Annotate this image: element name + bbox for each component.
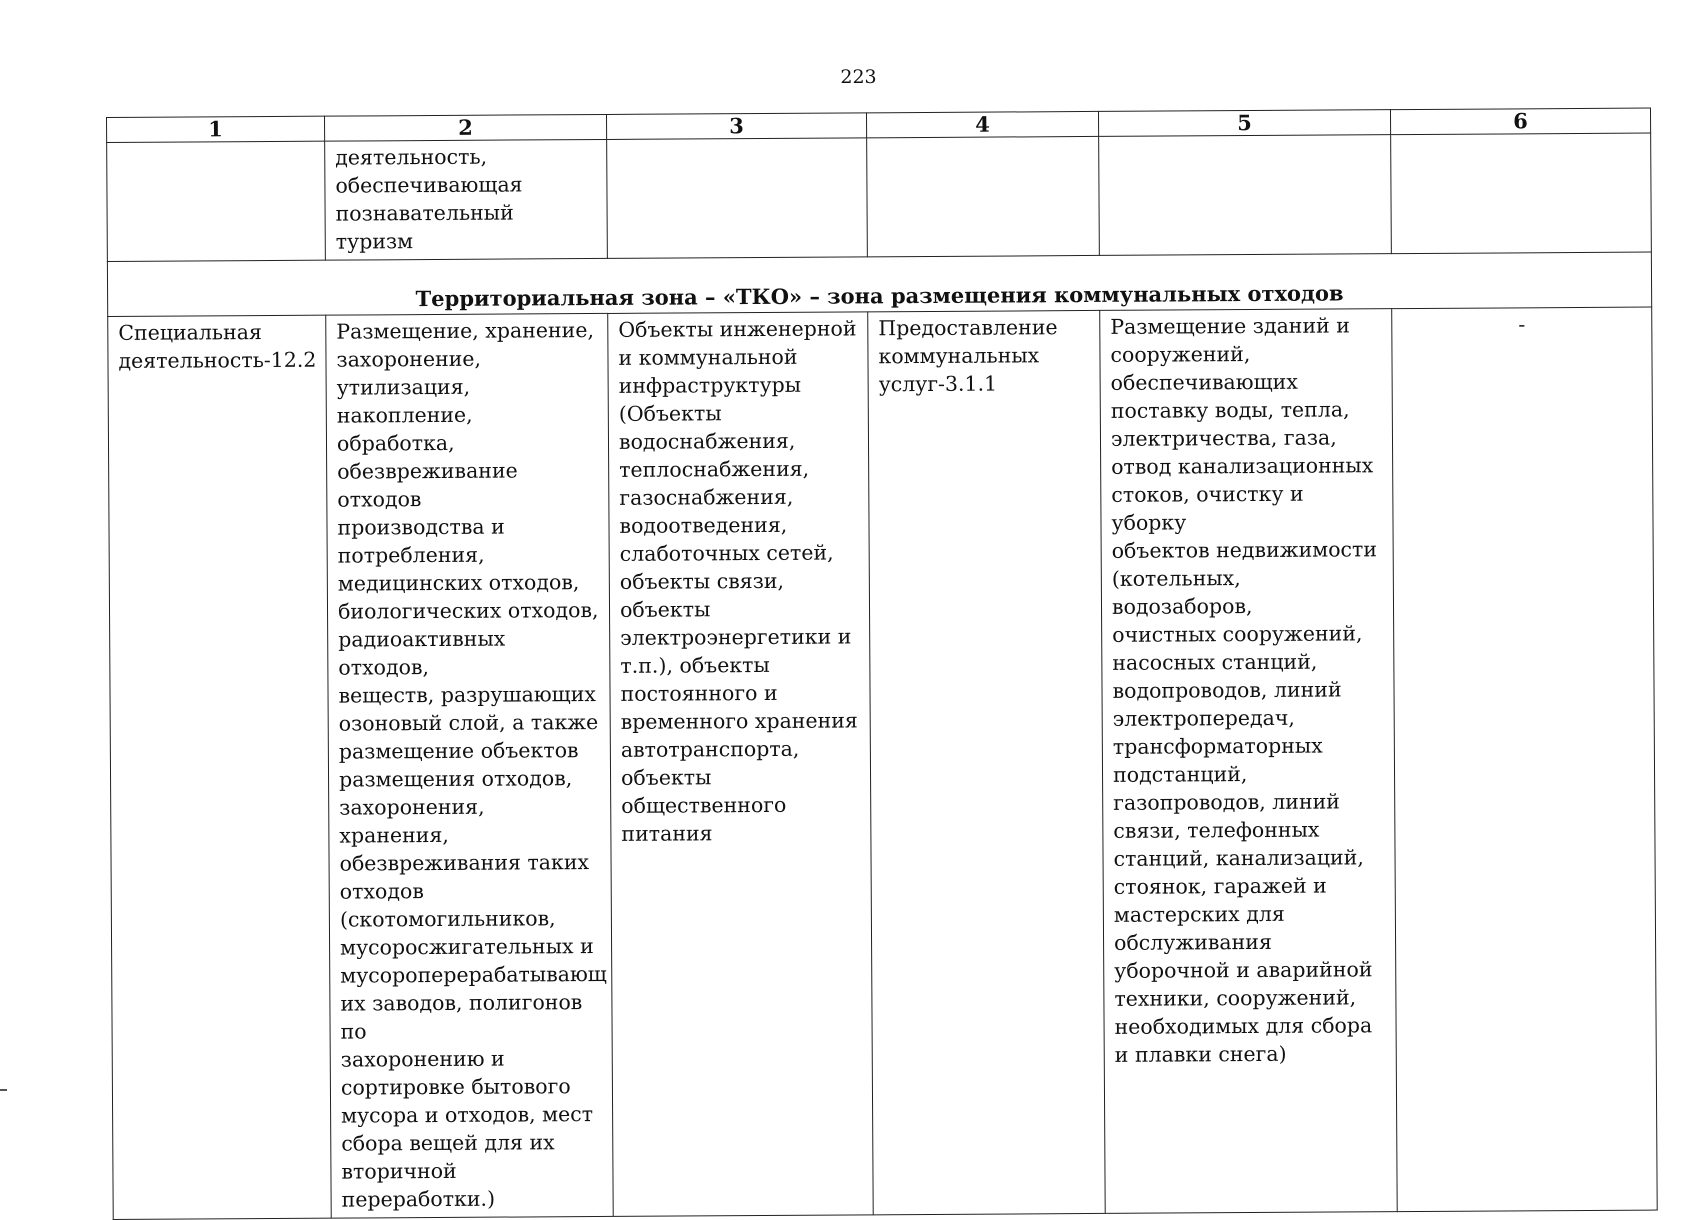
zone-title: Территориальная зона – «ТКО» – зона размещения коммунальных отходов	[107, 252, 1651, 316]
table-cell	[1099, 135, 1392, 256]
table-cell	[607, 138, 868, 259]
table-cell	[107, 141, 326, 261]
column-header-5: 5	[1098, 110, 1390, 137]
auxiliary-use-type-cell: Предоставление коммунальных услуг-3.1.1	[868, 310, 1106, 1214]
table-row	[108, 307, 1657, 1219]
table-row	[107, 133, 1652, 261]
column-header-6: 6	[1390, 108, 1650, 135]
main-use-type-cell: Специальная деятельность-12.2	[108, 315, 332, 1219]
column-header-2: 2	[324, 114, 606, 141]
zone-title-row	[107, 252, 1651, 316]
use-description-cell: Размещение, хранение, захоронение, утилизация, накопление, обработка, обезвреживание отходов производства и потребления, медицинских отходов, биологических отходов, радиоактивных отходов, веществ, разрушающих озоновый слой, а также размещение объектов размещения отходов, захоронения, хранения, обезвреживания таких отходов (скотомогильников, мусоросжигательных и мусороперерабатывающ их заводов, полигонов по захоронению и сортировке бытового мусора и отходов, мест сбора вещей для их вторичной переработки.)	[326, 313, 614, 1218]
table-cell	[867, 136, 1100, 256]
table-cell: деятельность, обеспечивающая познавательный туризм	[325, 139, 608, 260]
auxiliary-objects-cell: Объекты инженерной и коммунальной инфраструктуры (Объекты водоснабжения, теплоснабжения, газоснабжения, водоотведения, слаботочных сетей, объекты связи, объекты электроэнергетики и т.п.), объекты постоянного и временного хранения автотранспорта, объекты общественного питания	[608, 312, 874, 1217]
column-header-4: 4	[866, 111, 1098, 137]
page-number: 223	[840, 66, 877, 88]
auxiliary-description-cell: Размещение зданий и сооружений, обеспечивающих поставку воды, тепла, электричества, газа, отвод канализационных стоков, очистку и уборку объектов недвижимости (котельных, водозаборов, очистных сооружений, насосных станций, водопроводов, линий электропередач, трансформаторных подстанций, газопроводов, линий связи, телефонных станций, канализаций, стоянок, гаражей и мастерских для обслуживания уборочной и аварийной техники, сооружений, необходимых для сбора и плавки снега)	[1100, 309, 1398, 1214]
conditional-use-cell: -	[1392, 307, 1658, 1212]
column-header-1: 1	[107, 116, 325, 142]
margin-mark	[0, 1089, 7, 1091]
land-use-table	[106, 108, 1658, 1220]
column-header-3: 3	[606, 113, 866, 140]
table-cell	[1391, 133, 1652, 254]
